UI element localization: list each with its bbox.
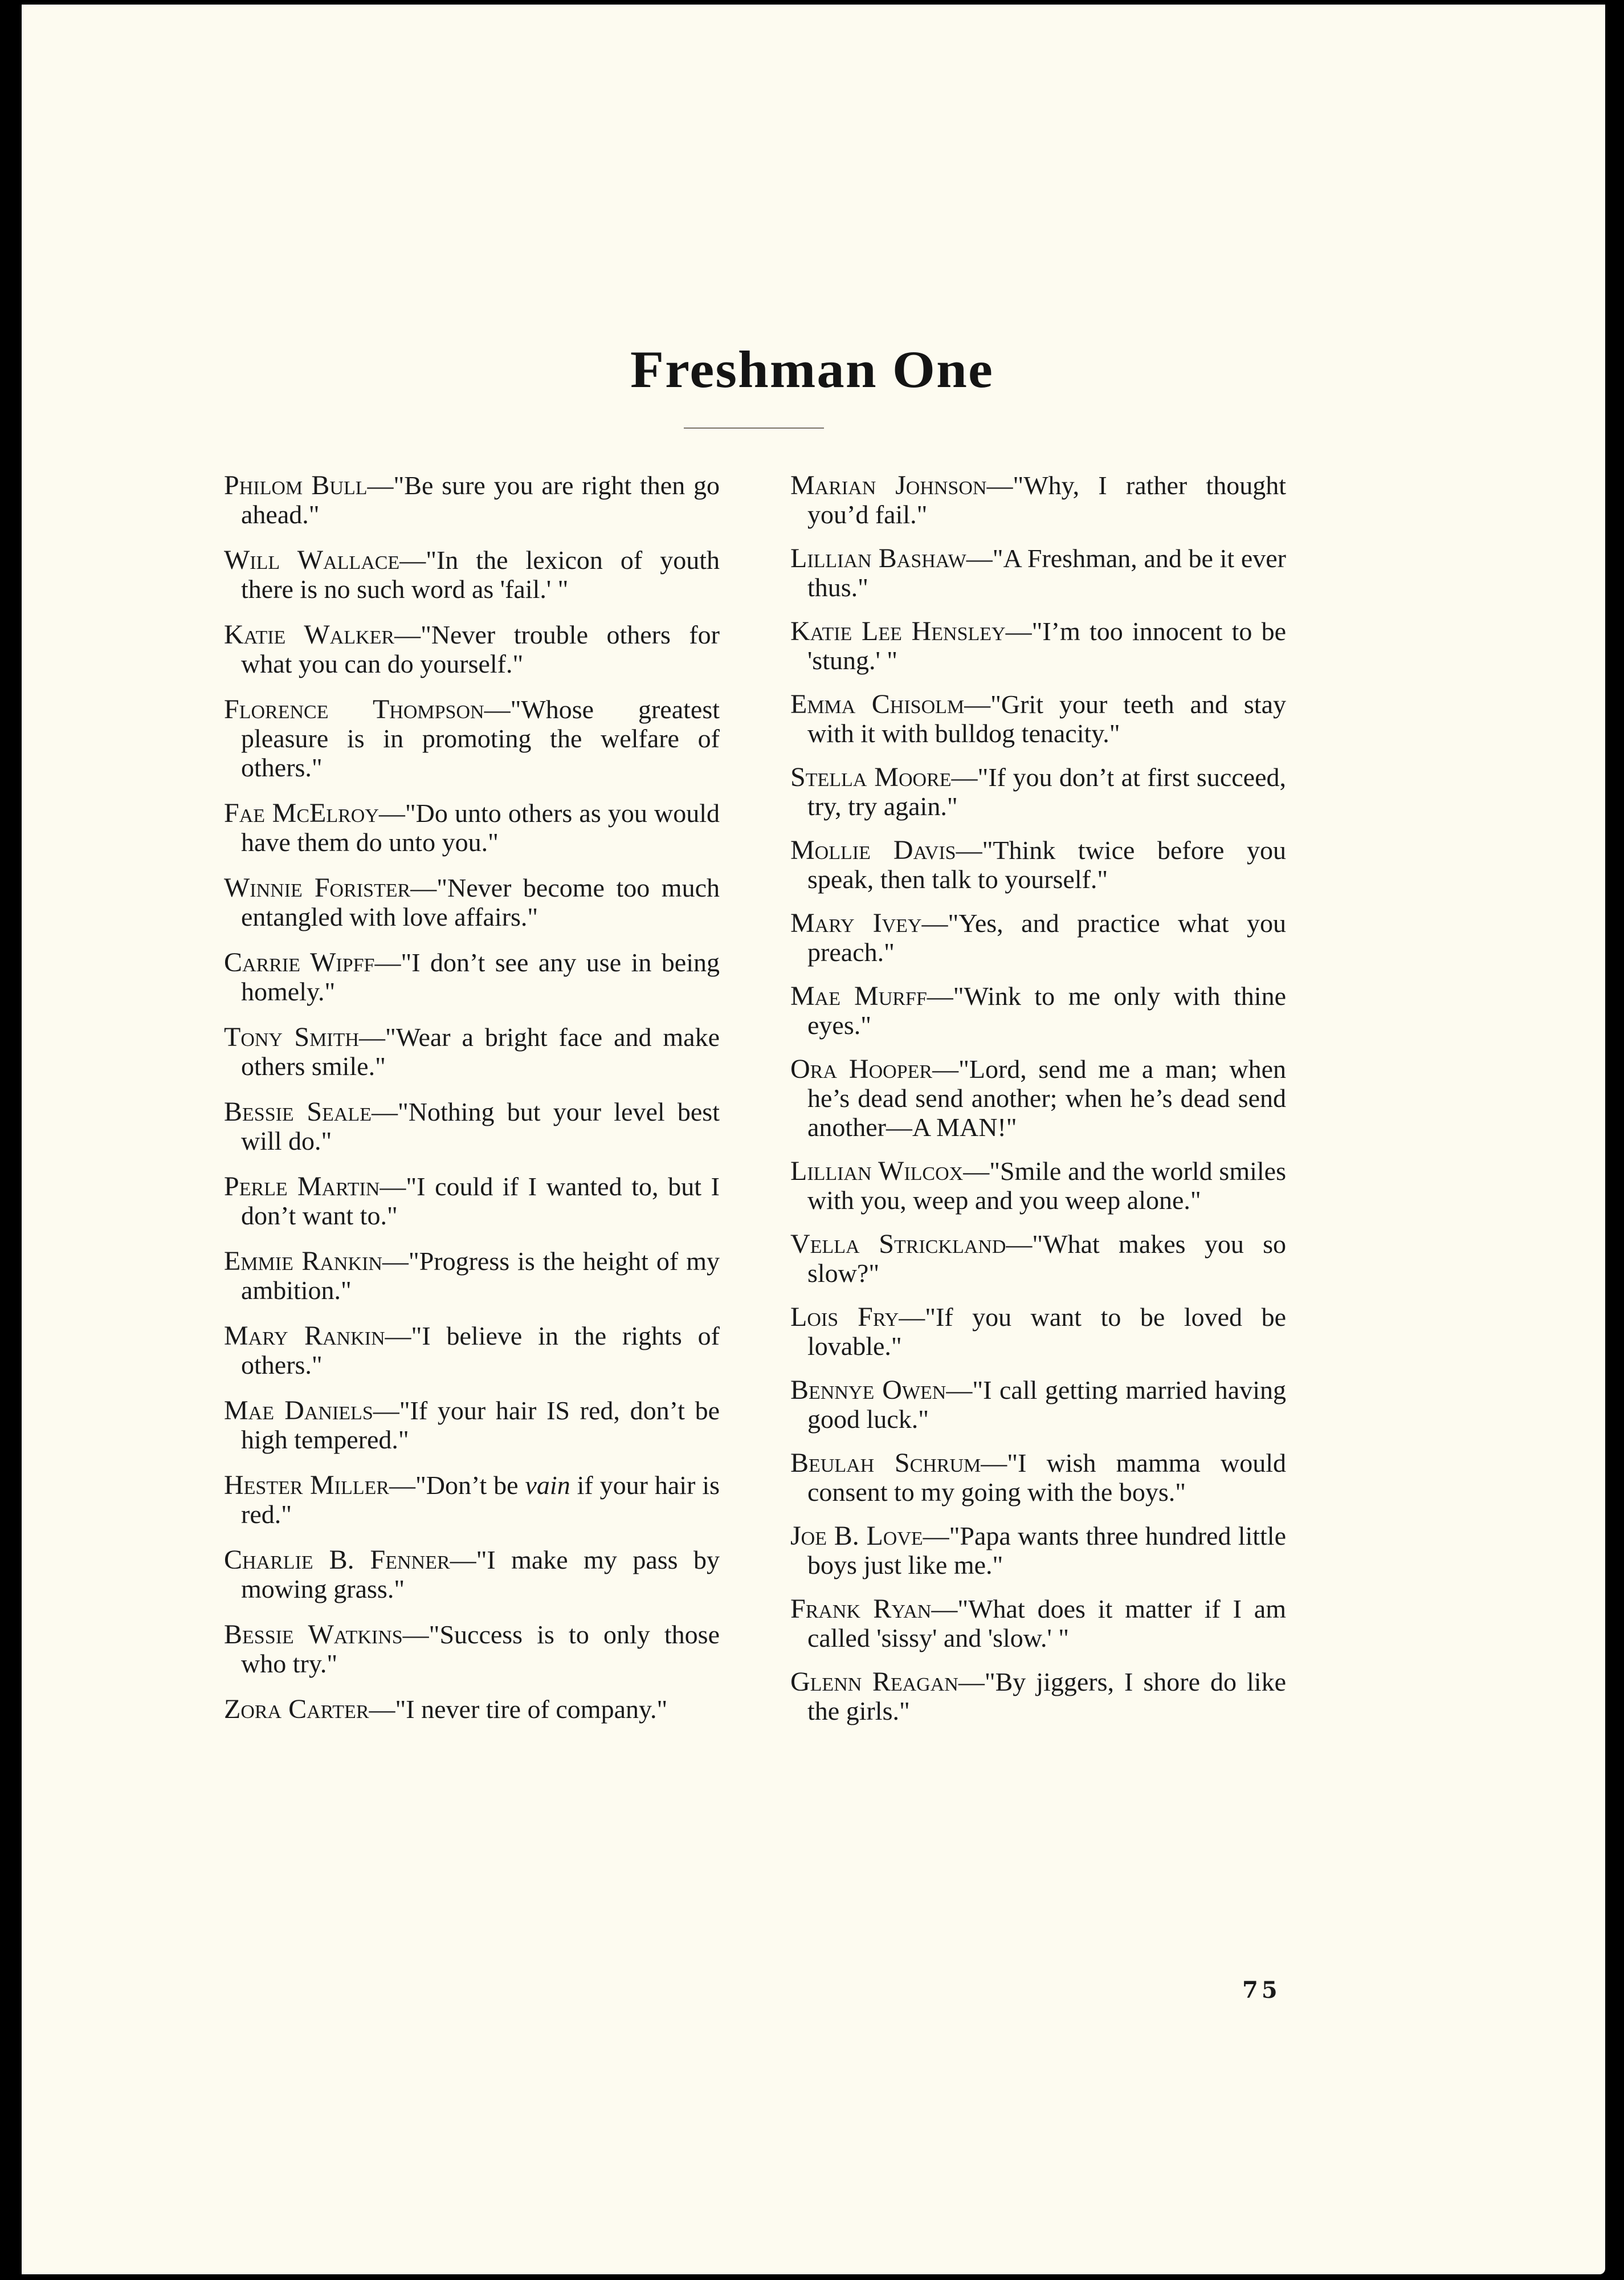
student-quote: "Progress is the height of my ambition.": [241, 1247, 720, 1305]
name-separator: —: [981, 1448, 1007, 1477]
quote-entry: [224, 1695, 720, 1724]
name-separator: —: [1006, 1229, 1033, 1259]
name-separator: —: [389, 1471, 415, 1500]
quote-entry: [224, 799, 720, 857]
quote-entry: [790, 1375, 1286, 1434]
student-quote: "Papa wants three hundred little boys just like me.": [807, 1521, 1287, 1579]
quote-entry: [224, 1620, 720, 1678]
name-separator: —: [380, 1172, 406, 1201]
quote-entry: [224, 1396, 720, 1454]
title-divider: [684, 427, 824, 429]
name-separator: —: [371, 1097, 398, 1126]
quote-entry: [224, 948, 720, 1006]
student-quote: "Yes, and practice what you preach.": [807, 909, 1287, 967]
name-separator: —: [369, 1695, 395, 1724]
quote-entry: [224, 1471, 720, 1529]
student-quote: "I call getting married having good luck.": [807, 1375, 1286, 1434]
left-column: [224, 471, 720, 1740]
student-quote: "A Freshman, and be it ever thus.": [807, 544, 1286, 602]
name-separator: —: [963, 1157, 990, 1186]
student-quote: "If you don’t at first succeed, try, try again.": [807, 763, 1287, 821]
student-quote: "Lord, send me a man; when he’s dead send another; when he’s dead send another—A MAN!": [807, 1054, 1286, 1142]
quote-entry: [224, 1247, 720, 1305]
student-name: Beulah Schrum: [790, 1448, 981, 1478]
student-name: Philom Bull: [224, 470, 368, 500]
quote-entry: [790, 1229, 1286, 1288]
student-quote: "Smile and the world smiles with you, weep and you weep alone.": [807, 1157, 1286, 1215]
name-separator: —: [958, 1667, 985, 1696]
name-separator: —: [399, 545, 426, 575]
name-separator: —: [951, 763, 978, 792]
student-name: Ora Hooper: [790, 1054, 933, 1084]
student-quote: "I make my pass by mowing grass.": [241, 1545, 720, 1603]
quote-entry: [224, 1172, 720, 1230]
name-separator: —: [358, 1023, 385, 1052]
name-separator: —: [410, 873, 437, 902]
student-quote: "Nothing but your level best will do.": [241, 1097, 720, 1155]
student-name: Lillian Bashaw: [790, 543, 966, 573]
quote-entry: [790, 763, 1286, 821]
quote-entry: [790, 982, 1286, 1040]
student-name: Emmie Rankin: [224, 1246, 382, 1276]
quote-entry: [790, 1302, 1286, 1361]
student-name: Bessie Seale: [224, 1097, 372, 1127]
name-separator: —: [899, 1302, 925, 1332]
quote-entry: [224, 1023, 720, 1081]
student-name: Glenn Reagan: [790, 1667, 958, 1697]
student-quote: "Do unto others as you would have them do unto you.": [241, 799, 720, 857]
student-name: Mary Ivey: [790, 908, 922, 938]
quote-entry: [224, 873, 720, 931]
page-number: 75: [1242, 1977, 1281, 2004]
student-quote: "Don’t be vain if your hair is red.": [241, 1471, 720, 1529]
student-name: Hester Miller: [224, 1470, 389, 1500]
quote-entry: [790, 1521, 1286, 1579]
name-separator: —: [382, 1247, 409, 1276]
name-separator: —: [986, 471, 1013, 500]
quote-entry: [790, 1448, 1286, 1507]
name-separator: —: [394, 620, 421, 649]
name-separator: —: [1005, 617, 1032, 646]
emphasis: vain: [525, 1471, 570, 1500]
student-name: Katie Walker: [224, 620, 395, 650]
student-quote: "I never tire of company.": [395, 1695, 668, 1724]
name-separator: —: [921, 909, 948, 938]
student-name: Lillian Wilcox: [790, 1156, 964, 1186]
quote-entry: [790, 1054, 1286, 1142]
student-name: Bessie Watkins: [224, 1619, 403, 1650]
name-separator: —: [378, 799, 405, 828]
student-quote: "Why, I rather thought you’d fail.": [807, 471, 1286, 529]
quote-entry: [790, 1157, 1286, 1215]
student-name: Frank Ryan: [790, 1594, 932, 1624]
name-separator: —: [931, 1594, 958, 1623]
student-quote: "I wish mamma would consent to my going with the boys.": [807, 1448, 1287, 1507]
name-separator: —: [450, 1545, 476, 1574]
quote-entry: [224, 620, 720, 678]
student-name: Zora Carter: [224, 1694, 369, 1724]
student-name: Will Wallace: [224, 545, 400, 575]
student-name: Mae Murff: [790, 981, 927, 1011]
student-name: Fae McElroy: [224, 798, 379, 828]
quote-entry: [224, 1097, 720, 1155]
name-separator: —: [964, 690, 991, 719]
name-separator: —: [927, 982, 953, 1011]
page-title: Freshman One: [630, 340, 994, 398]
name-separator: —: [946, 1375, 973, 1404]
name-separator: —: [367, 471, 394, 500]
student-name: Mollie Davis: [790, 835, 956, 865]
student-name: Mae Daniels: [224, 1395, 373, 1426]
student-quote: "Be sure you are right then go ahead.": [241, 471, 720, 529]
quote-entry: [790, 617, 1286, 675]
student-name: Lois Fry: [790, 1302, 899, 1332]
name-separator: —: [932, 1054, 959, 1084]
quote-entry: [790, 690, 1286, 748]
student-name: Carrie Wipff: [224, 947, 375, 978]
student-quote: "Success is to only those who try.": [241, 1620, 720, 1678]
name-separator: —: [484, 695, 511, 724]
student-name: Mary Rankin: [224, 1321, 385, 1351]
student-name: Emma Chisolm: [790, 689, 965, 719]
student-quote: "If your hair IS red, don’t be high tempered.": [241, 1396, 720, 1454]
student-name: Marian Johnson: [790, 470, 987, 500]
quote-entry: [790, 471, 1286, 529]
student-name: Winnie Forister: [224, 873, 411, 903]
student-name: Joe B. Love: [790, 1521, 923, 1551]
student-name: Perle Martin: [224, 1171, 380, 1202]
name-separator: —: [966, 544, 993, 573]
student-name: Bennye Owen: [790, 1375, 946, 1405]
student-quote: "Wear a bright face and make others smile.": [241, 1023, 720, 1081]
student-name: Katie Lee Hensley: [790, 616, 1006, 646]
quote-entry: [790, 1594, 1286, 1652]
student-quote: "If you want to be loved be lovable.": [807, 1302, 1286, 1361]
quote-entry: [224, 471, 720, 529]
quote-entry: [790, 544, 1286, 602]
student-quote: "I believe in the rights of others.": [241, 1321, 720, 1379]
student-quote: "Never trouble others for what you can do yourself.": [241, 620, 720, 678]
name-separator: —: [385, 1321, 411, 1350]
name-separator: —: [374, 948, 401, 977]
name-separator: —: [373, 1396, 399, 1425]
student-name: Vella Strickland: [790, 1229, 1006, 1259]
quote-entry: [224, 1545, 720, 1603]
student-quote: "Never become too much entangled with love affairs.": [241, 873, 720, 931]
student-name: Florence Thompson: [224, 694, 484, 724]
name-separator: —: [923, 1521, 949, 1550]
student-quote: "I’m too innocent to be 'stung.' ": [807, 617, 1286, 675]
student-quote: "What does it matter if I am called 'sissy' and 'slow.' ": [807, 1594, 1286, 1652]
student-quote: "Wink to me only with thine eyes.": [807, 982, 1286, 1040]
student-name: Charlie B. Fenner: [224, 1545, 450, 1575]
quote-entry: [790, 836, 1286, 894]
student-quote: "I could if I wanted to, but I don’t want to.": [241, 1172, 720, 1230]
student-quote: "In the lexicon of youth there is no such word as 'fail.' ": [241, 545, 720, 604]
quote-entry: [790, 909, 1286, 967]
student-quote: "What makes you so slow?": [807, 1229, 1286, 1288]
quote-entry: [224, 1321, 720, 1379]
student-quote: "I don’t see any use in being homely.": [241, 948, 720, 1006]
student-name: Stella Moore: [790, 762, 952, 792]
name-separator: —: [956, 836, 982, 865]
student-quote: "Whose greatest pleasure is in promoting the welfare of others.": [241, 695, 720, 782]
student-name: Tony Smith: [224, 1022, 359, 1052]
quote-entry: [790, 1667, 1286, 1725]
student-quote: "By jiggers, I shore do like the girls.": [807, 1667, 1286, 1725]
name-separator: —: [402, 1620, 429, 1649]
right-column: [790, 471, 1286, 1740]
quote-entry: [224, 545, 720, 604]
student-quote: "Think twice before you speak, then talk to yourself.": [807, 836, 1287, 894]
quote-entry: [224, 695, 720, 782]
student-quote: "Grit your teeth and stay with it with bulldog tenacity.": [807, 690, 1286, 748]
